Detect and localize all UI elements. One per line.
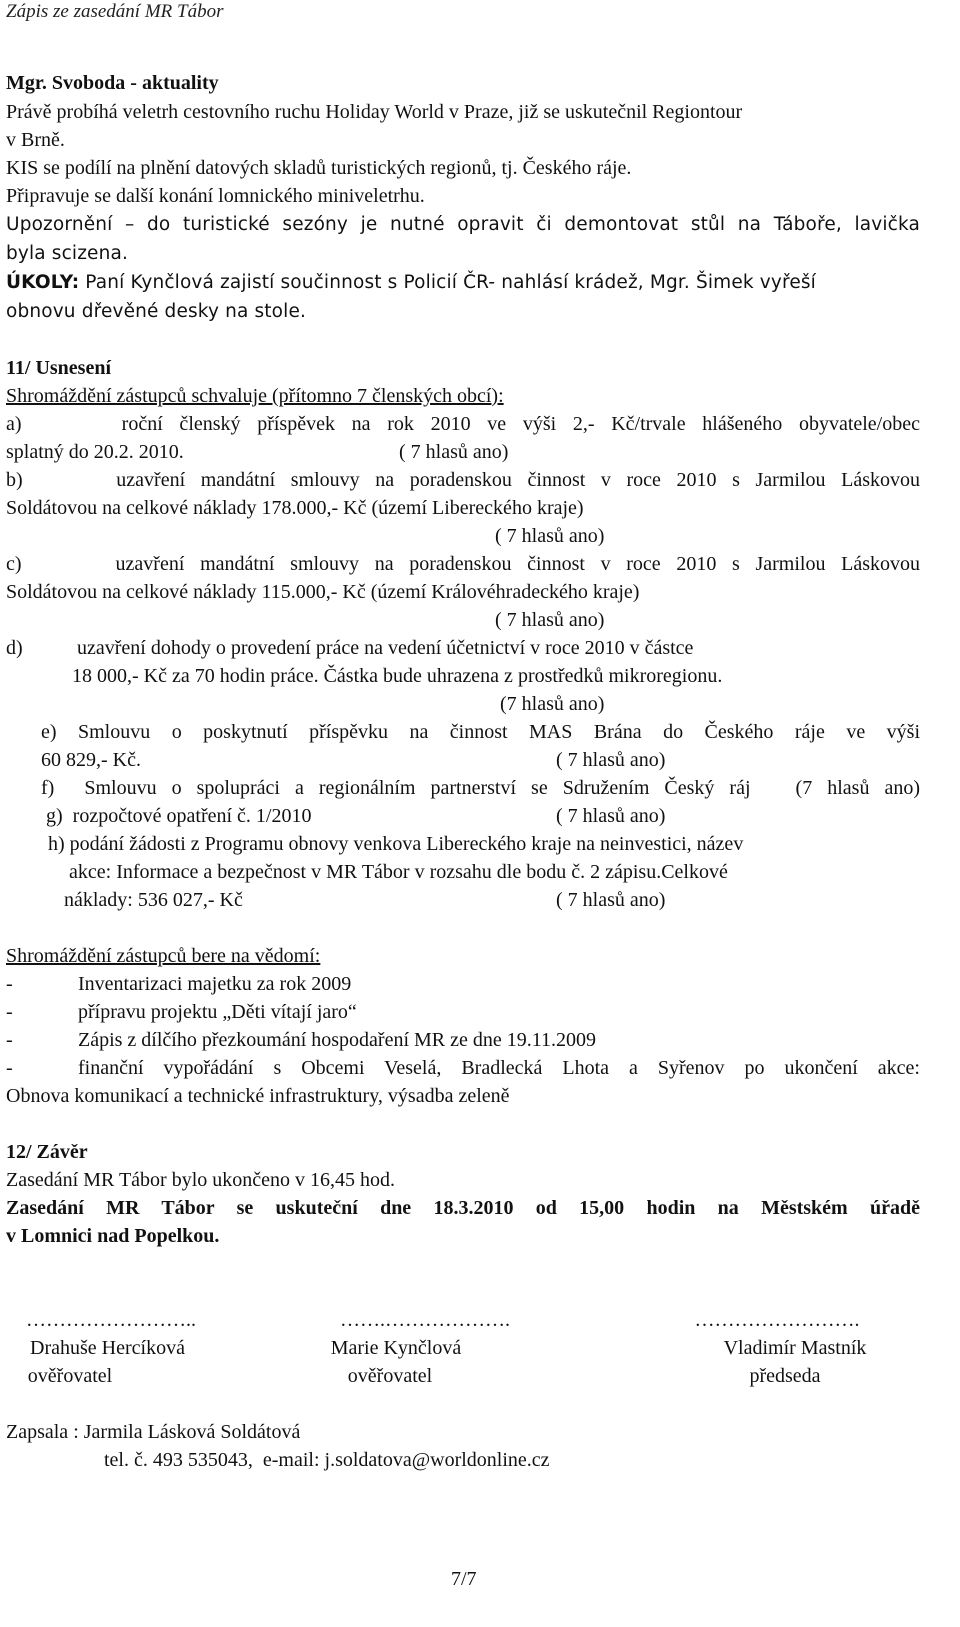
list-item [0,972,930,996]
page-number: 7/7 [451,1568,477,1590]
vote-count: ( 7 hlasů ano) [399,441,509,463]
vote-count: ( 7 hlasů ano) [556,749,666,771]
schvaluje-heading: Shromáždění zástupců schvaluje (přítomno 7 členských obcí): [6,385,504,407]
ukoly-line [6,271,816,295]
resolution-item-f: f) Smlouvu o spolupráci a regionálním partnerství se Sdružením Český ráj (7 hlasů ano) [41,777,920,799]
resolution-item-e-cont: 60 829,- Kč. [41,749,141,771]
vote-count: ( 7 hlasů ano) [495,609,605,631]
paragraph-line: Právě probíhá veletrh cestovního ruchu Holiday World v Praze, již se uskutečnil Regiontour [6,101,743,123]
resolution-item-e: e) Smlouvu o poskytnutí příspěvku na činnost MAS Brána do Českého ráje ve výši [41,721,920,743]
next-meeting-line: v Lomnici nad Popelkou. [6,1225,220,1247]
next-meeting-line: Zasedání MR Tábor se uskuteční dne 18.3.2010 od 15,00 hodin na Městském úřadě [6,1197,920,1219]
list-item [0,1028,930,1052]
resolution-item-h: h) podání žádosti z Programu obnovy venkova Libereckého kraje na neinvestici, název [48,833,744,855]
resolution-item-c: c) uzavření mandátní smlouvy na poradenskou činnost v roce 2010 s Jarmilou Láskovou [6,553,920,575]
vote-count: ( 7 hlasů ano) [556,805,666,827]
vote-count: ( 7 hlasů ano) [495,525,605,547]
list-item [0,1056,930,1080]
ukoly-text: Paní Kynčlová zajistí součinnost s Policií ČR- nahlásí krádež, Mgr. Šimek vyřeší [79,272,816,293]
signatory-role: ověřovatel [347,1365,433,1387]
closing-line: Zasedání MR Tábor bylo ukončeno v 16,45 hod. [6,1169,396,1191]
paragraph-line: byla scizena. [6,243,128,264]
vote-count: (7 hlasů ano) [500,693,605,715]
resolution-item-d-cont: 18 000,- Kč za 70 hodin práce. Částka bude uhrazena z prostředků mikroregionu. [72,665,723,687]
paragraph-line: v Brně. [6,129,65,151]
contact-info: tel. č. 493 535043, e-mail: j.soldatova@worldonline.cz [104,1449,550,1471]
resolution-item-b: b) uzavření mandátní smlouvy na poradenskou činnost v roce 2010 s Jarmilou Láskovou [6,469,920,491]
paragraph-line: Připravuje se další konání lomnického miniveletrhu. [6,185,425,207]
signature-dots: …………………….. [26,1309,196,1331]
resolution-item-c-cont: Soldátovou na celkové náklady 115.000,- Kč (území Královéhradeckého kraje) [6,581,640,603]
resolution-item-a: a) roční členský příspěvek na rok 2010 ve výši 2,- Kč/trvale hlášeného obyvatele/obec [6,413,920,435]
section-heading-aktuality: Mgr. Svoboda - aktuality [6,72,219,94]
resolution-item-h-cont: náklady: 536 027,- Kč [64,889,243,911]
list-dash: - [6,1057,13,1079]
vedomi-heading: Shromáždění zástupců bere na vědomí: [6,945,321,967]
resolution-item-b-cont: Soldátovou na celkové náklady 178.000,- Kč (území Libereckého kraje) [6,497,584,519]
list-item-text: Inventarizaci majetku za rok 2009 [78,973,352,995]
resolution-item-g: g) rozpočtové opatření č. 1/2010 [46,805,312,827]
signatory-name: Marie Kynčlová [330,1337,462,1359]
list-item-cont: Obnova komunikací a technické infrastruktury, výsadba zeleně [6,1085,510,1107]
paragraph-line: Upozornění – do turistické sezóny je nutné opravit či demontovat stůl na Táboře, lavička [6,214,920,235]
paragraph-line: obnovu dřevěné desky na stole. [6,301,307,322]
signatory-name: Vladimír Mastník [723,1337,867,1359]
signature-dots: …….………………. [340,1309,510,1331]
page-header-title: Zápis ze zasedání MR Tábor [6,1,224,22]
list-item-text: finanční vypořádání s Obcemi Veselá, Bradlecká Lhota a Syřenov po ukončení akce: [78,1057,920,1079]
list-dash: - [6,973,13,995]
resolution-item-d: uzavření dohody o provedení práce na vedení účetnictví v roce 2010 v částce [77,637,694,659]
list-item-text: Zápis z dílčího přezkoumání hospodaření MR ze dne 19.11.2009 [78,1029,597,1051]
list-dash: - [6,1001,13,1023]
vote-count: ( 7 hlasů ano) [556,889,666,911]
section-heading-usneseni: 11/ Usnesení [6,357,112,379]
signatory-name: Drahuše Hercíková [30,1337,185,1359]
resolution-item-h-cont: akce: Informace a bezpečnost v MR Tábor v rozsahu dle bodu č. 2 zápisu.Celkové [69,861,728,883]
list-dash: - [6,1029,13,1051]
resolution-item-a-cont: splatný do 20.2. 2010. [6,441,184,463]
resolution-item-d-label: d) [6,637,23,659]
paragraph-line: KIS se podílí na plnění datových skladů turistických regionů, tj. Českého ráje. [6,157,632,179]
ukoly-label: ÚKOLY: [6,272,80,293]
list-item [0,1000,930,1024]
signatory-role: předseda [749,1365,821,1387]
list-item-text: přípravu projektu „Děti vítají jaro“ [78,1001,357,1023]
recorded-by: Zapsala : Jarmila Lásková Soldátová [6,1421,301,1443]
section-heading-zaver: 12/ Závěr [6,1141,88,1163]
signature-dots: ……………………. [694,1309,860,1331]
signatory-role: ověřovatel [27,1365,113,1387]
